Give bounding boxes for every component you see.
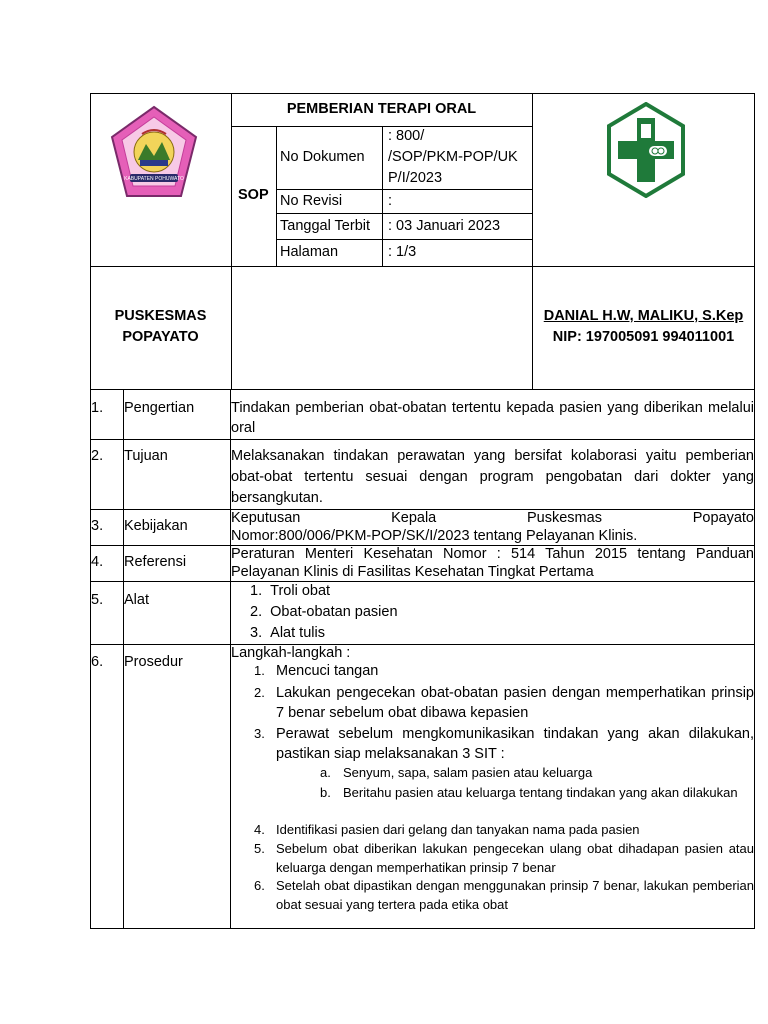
- field-value-no-dokumen-line3: P/I/2023: [388, 170, 443, 186]
- sop-label: SOP: [238, 187, 269, 203]
- document-title: PEMBERIAN TERAPI ORAL: [286, 101, 477, 117]
- step-number: 3.: [254, 726, 265, 741]
- section-text-referensi: Peraturan Menteri Kesehatan Nomor : 514 Tahun 2015 tentang Panduan Pelayanan Klinis di Fasilitas Kesehatan Tingkat Pertama: [231, 546, 754, 580]
- list-item: 1. Troli obat: [250, 583, 331, 599]
- substep-letter: b.: [320, 785, 331, 800]
- org-name-line1: PUSKESMAS: [114, 308, 207, 324]
- field-label-no-revisi: No Revisi: [280, 193, 343, 209]
- step-number: 2.: [254, 685, 265, 700]
- section-number: 5.: [91, 592, 104, 608]
- section-label-tujuan: Tujuan: [124, 448, 168, 464]
- section-text-kebijakan-line1: [231, 509, 754, 527]
- step-number: 5.: [254, 841, 265, 856]
- kebijakan-word: Kepala: [391, 510, 437, 526]
- substep-letter: a.: [320, 765, 331, 780]
- field-value-tanggal-terbit: : 03 Januari 2023: [388, 218, 501, 234]
- section-label-pengertian: Pengertian: [124, 400, 195, 416]
- substep-text: Senyum, sapa, salam pasien atau keluarga: [343, 765, 593, 780]
- section-text-tujuan: Melaksanakan tindakan perawatan yang bersifat kolaborasi yaitu pemberian obat-obat tertentu sesuai dengan program pengobatan dari dokter yang bersangkutan.: [231, 448, 754, 506]
- step-text: Setelah obat dipastikan dengan menggunakan prinsip 7 benar, lakukan pemberian obat sesuai yang tertera pada etika obat: [276, 878, 754, 912]
- section-label-referensi: Referensi: [124, 554, 187, 570]
- section-number: 3.: [91, 518, 104, 534]
- signer-name: DANIAL H.W, MALIKU, S.Kep: [543, 308, 744, 324]
- signer-nip: NIP: 197005091 994011001: [552, 329, 735, 345]
- org-name-line2: POPAYATO: [122, 329, 199, 345]
- section-number: 1.: [91, 400, 104, 416]
- alat-item-3: Alat tulis: [270, 625, 325, 641]
- kebijakan-word: Keputusan: [231, 510, 301, 526]
- logo-caption: KABUPATEN POHUWATO: [124, 176, 184, 182]
- field-value-no-revisi: :: [388, 193, 393, 209]
- kebijakan-word: Popayato: [692, 510, 754, 526]
- section-label-kebijakan: Kebijakan: [124, 518, 188, 534]
- field-value-halaman: : 1/3: [388, 244, 417, 260]
- alat-item-2: Obat-obatan pasien: [270, 604, 398, 620]
- alat-item-1: Troli obat: [270, 583, 331, 599]
- field-value-no-dokumen-line2: /SOP/PKM-POP/UK: [388, 149, 518, 165]
- step-text: Perawat sebelum mengkomunikasikan tindakan yang akan dilakukan, pastikan siap melaksanakan 3 SIT :: [276, 726, 754, 762]
- substep-text: Beritahu pasien atau keluarga tentang tindakan yang akan dilakukan: [343, 785, 738, 800]
- pohuwato-regency-logo: [108, 104, 200, 200]
- section-text-kebijakan-line2: Nomor:800/006/PKM-POP/SK/I/2023 tentang Pelayanan Klinis.: [231, 528, 638, 544]
- step-text: Identifikasi pasien dari gelang dan tanyakan nama pada pasien: [276, 822, 640, 837]
- step-number: 6.: [254, 878, 265, 893]
- section-number: 6.: [91, 654, 104, 670]
- field-label-tanggal-terbit: Tanggal Terbit: [280, 218, 371, 234]
- section-number: 2.: [91, 448, 104, 464]
- list-item: 3. Alat tulis: [250, 625, 325, 641]
- puskesmas-cross-logo: [606, 102, 686, 198]
- section-label-alat: Alat: [124, 592, 149, 608]
- section-label-prosedur: Prosedur: [124, 654, 183, 670]
- prosedur-intro: Langkah-langkah :: [231, 645, 351, 661]
- step-text: Mencuci tangan: [276, 663, 379, 679]
- section-text-pengertian: Tindakan pemberian obat-obatan tertentu kepada pasien yang diberikan melalui oral: [231, 400, 754, 436]
- field-label-no-dokumen: No Dokumen: [280, 149, 365, 165]
- step-number: 1.: [254, 663, 265, 678]
- field-value-no-dokumen-line1: : 800/: [388, 128, 425, 144]
- kebijakan-word: Puskesmas: [527, 510, 602, 526]
- field-label-halaman: Halaman: [280, 244, 339, 260]
- list-item: 2. Obat-obatan pasien: [250, 604, 398, 620]
- step-number: 4.: [254, 822, 265, 837]
- section-number: 4.: [91, 554, 104, 570]
- step-text: Lakukan pengecekan obat-obatan pasien dengan memperhatikan prinsip 7 benar sebelum obat dibawa kepasien: [276, 685, 754, 721]
- step-text: Sebelum obat diberikan lakukan pengecekan ulang obat dihadapan pasien atau keluarga dengan memperhatikan prinsip 7 benar: [276, 841, 754, 875]
